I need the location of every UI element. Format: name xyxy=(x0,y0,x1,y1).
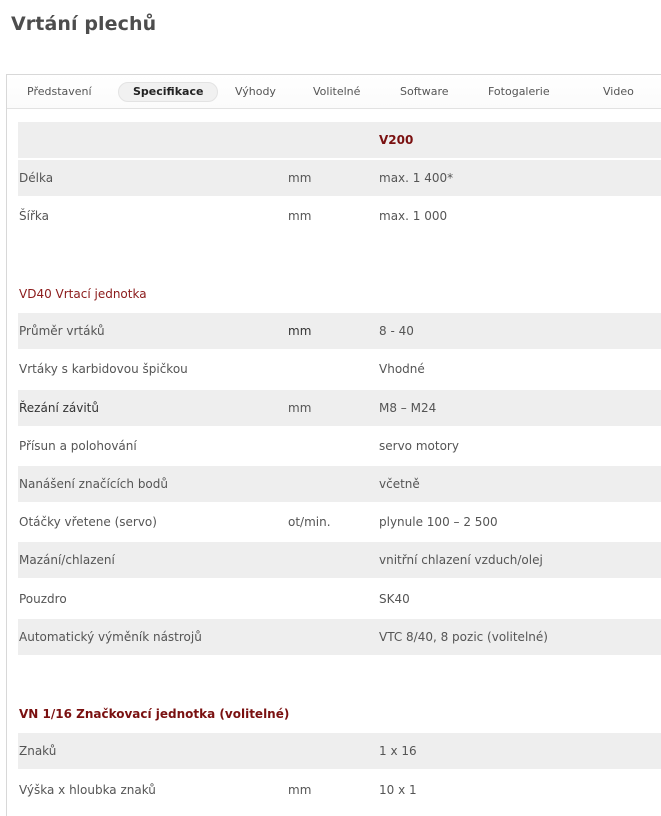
spec-value: max. 1 400* xyxy=(379,171,454,185)
table-row xyxy=(18,504,661,540)
spec-value: 8 - 40 xyxy=(379,324,414,338)
tab-software[interactable]: Software xyxy=(400,85,449,98)
table-row xyxy=(18,466,661,502)
spec-unit: mm xyxy=(288,324,312,338)
table-row xyxy=(18,198,661,234)
page-title: Vrtání plechů xyxy=(11,13,157,35)
tab-video[interactable]: Video xyxy=(603,85,634,98)
table-row xyxy=(18,542,661,578)
spec-unit: mm xyxy=(288,783,312,797)
spec-value: M8 – M24 xyxy=(379,401,437,415)
spec-unit: mm xyxy=(288,209,312,223)
tab-specifikace[interactable]: Specifikace xyxy=(118,82,218,102)
tab-vyhody[interactable]: Výhody xyxy=(235,85,276,98)
spec-name: Řezání závitů xyxy=(19,401,99,415)
spec-name: Výška x hloubka znaků xyxy=(19,783,156,797)
tab-bar xyxy=(7,75,661,109)
spec-name: Automatický výměník nástrojů xyxy=(19,630,202,644)
table-row xyxy=(18,390,661,426)
table-row xyxy=(18,428,661,464)
product-panel xyxy=(6,74,661,816)
spec-value: servo motory xyxy=(379,439,459,453)
spec-value: Vhodné xyxy=(379,362,425,376)
model-name: V200 xyxy=(379,133,414,147)
spec-value: včetně xyxy=(379,477,420,491)
table-row xyxy=(18,351,661,387)
model-header-row xyxy=(18,122,661,158)
spec-value: max. 1 000 xyxy=(379,209,448,223)
tab-volitelne[interactable]: Volitelné xyxy=(313,85,361,98)
table-row xyxy=(18,733,661,769)
table-row xyxy=(18,772,661,808)
spec-name: Mazání/chlazení xyxy=(19,553,115,567)
spec-name: Šířka xyxy=(19,209,49,223)
spec-value: 10 x 1 xyxy=(379,783,417,797)
table-row xyxy=(18,160,661,196)
spec-value: vnitřní chlazení vzduch/olej xyxy=(379,553,543,567)
spec-name: Délka xyxy=(19,171,54,185)
spec-value: plynule 100 – 2 500 xyxy=(379,515,498,529)
section-title-marking: VN 1/16 Značkovací jednotka (volitelné) xyxy=(19,707,290,721)
table-row xyxy=(18,313,661,349)
spec-name: Průměr vrtáků xyxy=(19,324,105,338)
tab-fotogalerie[interactable]: Fotogalerie xyxy=(488,85,550,98)
spec-unit: ot/min. xyxy=(288,515,331,529)
tab-predstaveni[interactable]: Představení xyxy=(27,85,92,98)
section-title-drilling: VD40 Vrtací jednotka xyxy=(19,287,147,301)
spec-name: Nanášení značících bodů xyxy=(19,477,168,491)
spec-name: Pouzdro xyxy=(19,592,67,606)
spec-value: VTC 8/40, 8 pozic (volitelné) xyxy=(379,630,548,644)
spec-value: SK40 xyxy=(379,592,410,606)
spec-name: Znaků xyxy=(19,744,57,758)
spec-name: Vrtáky s karbidovou špičkou xyxy=(19,362,188,376)
spec-value: 1 x 16 xyxy=(379,744,417,758)
spec-unit: mm xyxy=(288,171,312,185)
spec-name: Otáčky vřetene (servo) xyxy=(19,515,157,529)
table-row xyxy=(18,619,661,655)
table-row xyxy=(18,581,661,617)
spec-unit: mm xyxy=(288,401,312,415)
spec-name: Přísun a polohování xyxy=(19,439,137,453)
